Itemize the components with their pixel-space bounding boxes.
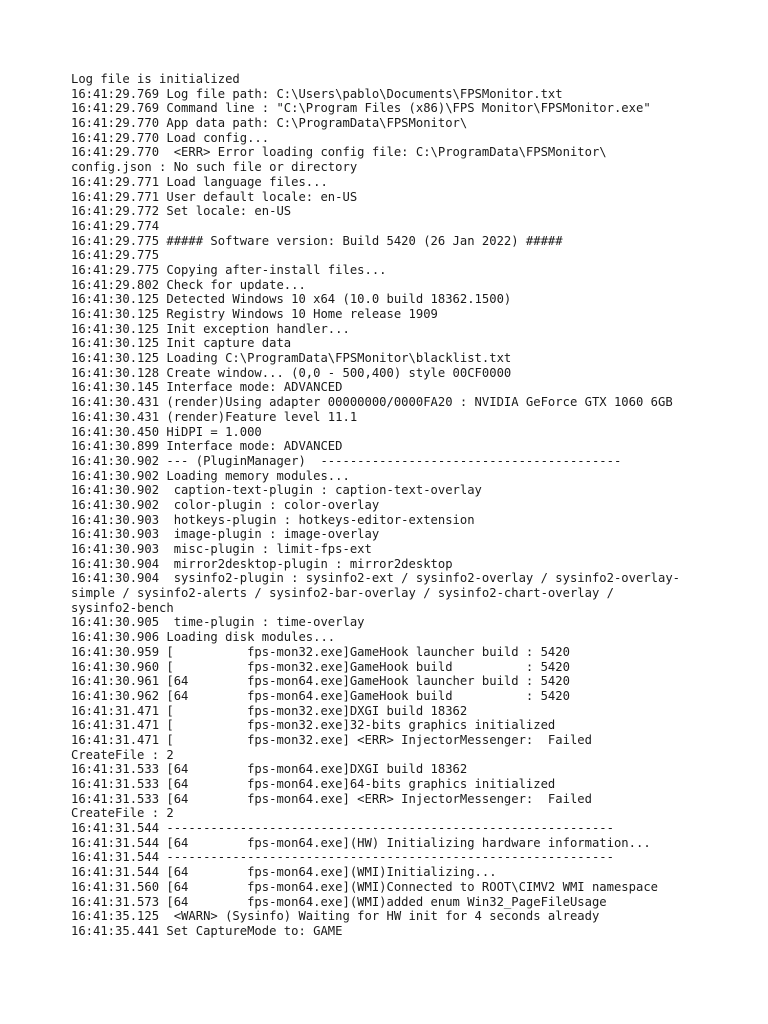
log-line: 16:41:30.145 Interface mode: ADVANCED — [71, 380, 343, 395]
log-line: 16:41:30.125 Registry Windows 10 Home release 1909 — [71, 307, 438, 321]
log-line: 16:41:31.471 [ fps-mon32.exe]DXGI build 18362 — [71, 703, 468, 718]
log-line: 16:41:35.125 <WARN> (Sysinfo) Waiting for HW init for 4 seconds already — [71, 909, 600, 924]
log-line: 16:41:30.899 Interface mode: ADVANCED — [71, 439, 343, 454]
log-line: CreateFile : 2 — [71, 747, 174, 762]
log-line: 16:41:31.544 ------------------------------------------------------------- — [71, 821, 614, 836]
log-line: 16:41:30.904 mirror2desktop-plugin : mirror2desktop — [71, 556, 453, 571]
log-line: 16:41:30.902 caption-text-plugin : caption-text-overlay — [71, 483, 482, 498]
log-line: 16:41:35.441 Set CaptureMode to: GAME — [71, 923, 343, 938]
log-line: 16:41:30.450 HiDPI = 1.000 — [71, 424, 262, 439]
log-line: 16:41:29.769 Log file path: C:\Users\pablo\Documents\FPSMonitor.txt — [71, 86, 563, 101]
log-line: 16:41:30.902 color-plugin : color-overlay — [71, 497, 380, 512]
log-line: 16:41:29.770 <ERR> Error loading config file: C:\ProgramData\FPSMonitor\ — [71, 145, 607, 160]
log-line: config.json : No such file or directory — [71, 160, 358, 175]
log-line: CreateFile : 2 — [71, 806, 174, 821]
log-line: 16:41:30.904 sysinfo2-plugin : sysinfo2-ext / sysinfo2-overlay / sysinfo2-overlay- — [71, 571, 681, 586]
log-line: 16:41:30.903 misc-plugin : limit-fps-ext — [71, 542, 372, 556]
log-line: 16:41:29.769 Command line : "C:\Program Files (x86)\FPS Monitor\FPSMonitor.exe" — [71, 101, 651, 116]
log-line: 16:41:31.471 [ fps-mon32.exe] <ERR> InjectorMessenger: Failed — [71, 732, 592, 747]
log-line: 16:41:31.573 [64 fps-mon64.exe](WMI)added enum Win32_PageFileUsage — [71, 894, 607, 909]
log-line: 16:41:31.560 [64 fps-mon64.exe](WMI)Connected to ROOT\CIMV2 WMI namespace — [71, 879, 658, 894]
log-line: 16:41:29.770 App data path: C:\ProgramData\FPSMonitor\ — [71, 116, 468, 131]
log-line: 16:41:30.125 Loading C:\ProgramData\FPSMonitor\blacklist.txt — [71, 351, 512, 366]
log-line: 16:41:30.903 hotkeys-plugin : hotkeys-editor-extension — [71, 512, 475, 527]
log-line: 16:41:30.905 time-plugin : time-overlay — [71, 615, 365, 630]
log-line: 16:41:30.903 image-plugin : image-overlay — [71, 527, 380, 542]
log-line: 16:41:30.960 [ fps-mon32.exe]GameHook build : 5420 — [71, 659, 570, 674]
log-line: 16:41:31.533 [64 fps-mon64.exe] <ERR> InjectorMessenger: Failed — [71, 791, 592, 806]
log-line: 16:41:30.125 Init capture data — [71, 336, 292, 351]
log-line: 16:41:29.775 ##### Software version: Build 5420 (26 Jan 2022) ##### — [71, 233, 563, 248]
log-line: 16:41:31.533 [64 fps-mon64.exe]DXGI build 18362 — [71, 762, 468, 777]
log-line: sysinfo2-bench — [71, 600, 174, 615]
log-line: 16:41:30.431 (render)Feature level 11.1 — [71, 409, 358, 424]
log-line: 16:41:29.774 — [71, 218, 160, 233]
log-line: 16:41:31.471 [ fps-mon32.exe]32-bits graphics initialized — [71, 718, 556, 733]
log-line: 16:41:29.770 Load config... — [71, 130, 270, 145]
log-line: 16:41:29.775 — [71, 248, 160, 263]
log-line: Log file is initialized — [71, 72, 240, 86]
log-line: 16:41:30.902 Loading memory modules... — [71, 468, 350, 483]
log-line: simple / sysinfo2-alerts / sysinfo2-bar-overlay / sysinfo2-chart-overlay / — [71, 586, 614, 601]
log-line: 16:41:31.544 [64 fps-mon64.exe](WMI)Initializing... — [71, 865, 497, 880]
log-line: 16:41:29.802 Check for update... — [71, 277, 306, 292]
log-line: 16:41:31.533 [64 fps-mon64.exe]64-bits graphics initialized — [71, 777, 556, 791]
log-line: 16:41:30.959 [ fps-mon32.exe]GameHook launcher build : 5420 — [71, 644, 570, 659]
log-line: 16:41:30.962 [64 fps-mon64.exe]GameHook build : 5420 — [71, 688, 570, 703]
log-line: 16:41:29.771 Load language files... — [71, 174, 328, 189]
log-line: 16:41:31.544 [64 fps-mon64.exe](HW) Initializing hardware information... — [71, 835, 651, 850]
log-line: 16:41:31.544 ------------------------------------------------------------- — [71, 850, 614, 865]
log-text-block — [71, 72, 711, 939]
log-line: 16:41:29.775 Copying after-install files... — [71, 262, 387, 277]
log-line: 16:41:30.902 --- (PluginManager) ----------------------------------------- — [71, 453, 622, 468]
log-line: 16:41:30.125 Detected Windows 10 x64 (10.0 build 18362.1500) — [71, 292, 512, 307]
log-line: 16:41:30.961 [64 fps-mon64.exe]GameHook launcher build : 5420 — [71, 674, 570, 689]
log-line: 16:41:30.906 Loading disk modules... — [71, 630, 336, 645]
log-line: 16:41:29.771 User default locale: en-US — [71, 189, 358, 204]
log-line: 16:41:30.125 Init exception handler... — [71, 321, 350, 336]
log-line: 16:41:29.772 Set locale: en-US — [71, 204, 292, 219]
log-line: 16:41:30.431 (render)Using adapter 00000000/0000FA20 : NVIDIA GeForce GTX 1060 6GB — [71, 395, 673, 410]
log-line: 16:41:30.128 Create window... (0,0 - 500,400) style 00CF0000 — [71, 365, 512, 380]
